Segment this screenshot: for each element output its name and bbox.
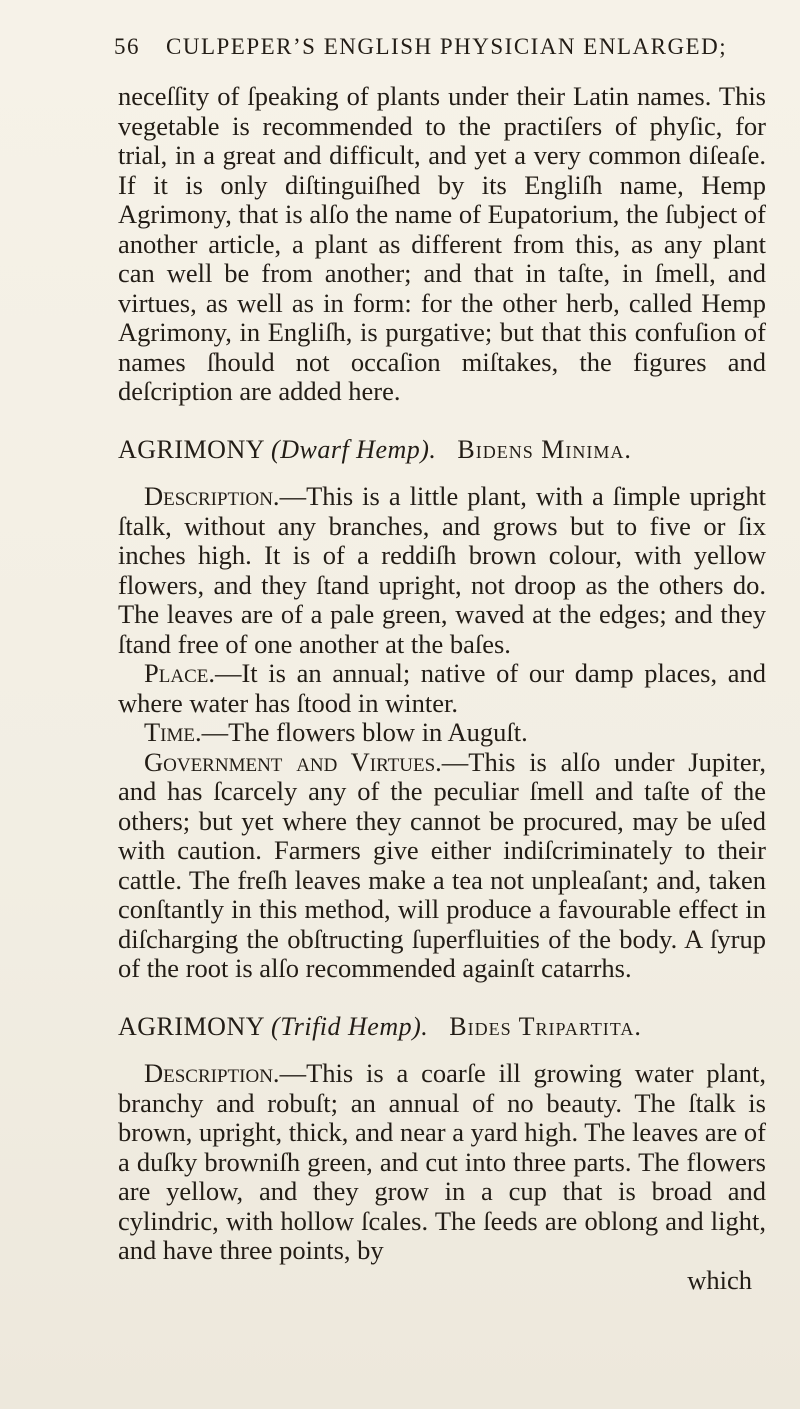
heading-latin-name: Bidens Minima. xyxy=(457,434,632,464)
government-label: Government and Virtues. xyxy=(144,746,442,777)
place-paragraph xyxy=(118,659,766,718)
place-text: —It is an annual; native of our damp places, and where water has ſtood in winter. xyxy=(118,658,766,718)
time-paragraph xyxy=(118,718,766,748)
heading-latin-name: Bides Tripartita. xyxy=(449,1011,642,1041)
intro-paragraph: neceſſity of ſpeaking of plants under their Latin names. This vegetable is recommended to the practiſers of phyſic, for trial, in a great and difficult, and yet a very common diſeaſe. If it is only diſtinguiſhed by its Engliſh name, Hemp Agrimony, that is alſo the name of Eupatorium, the ſubject of another article, a plant as different from this, as any plant can well be from another; and that in taſte, in ſmell, and virtues, as well as in form: for the other herb, called Hemp Agrimony, in Engliſh, is purgative; but that this confuſion of names ſhould not occaſion miſtakes, the figures and deſcription are added here. xyxy=(118,81,766,406)
text-block xyxy=(118,82,766,1295)
description-text: —This is a coarſe ill growing water plant, branchy and robuſt; an annual of no beauty. The ſtalk is brown, upright, thick, and near a yard high. The leaves are of a duſky browniſh green, and cut into three parts. The flowers are yellow, and they grow in a cup that is broad and cylindric, with hollow ſcales. The ſeeds are oblong and light, and have three points, by xyxy=(118,1058,766,1265)
heading-name: AGRIMONY xyxy=(118,434,265,464)
running-title: CULPEPER’S ENGLISH PHYSICIAN ENLARGED; xyxy=(166,34,728,59)
catchword: which xyxy=(687,1264,752,1295)
description-paragraph xyxy=(118,482,766,659)
time-text: —The flowers blow in Auguſt. xyxy=(201,717,528,747)
heading-name: AGRIMONY xyxy=(118,1011,265,1041)
page-number: 56 xyxy=(114,34,140,59)
place-label: Place. xyxy=(144,658,215,688)
section-heading-dwarf-hemp xyxy=(118,435,766,465)
description-label: Description. xyxy=(144,481,280,511)
description-text: —This is a little plant, with a ſimple upright ſtalk, without any branches, and grows but to five or ſix inches high. It is of a reddiſh brown colour, with yellow flowers, and they ſtand upright, not droop as the others do. The leaves are of a pale green, waved at the edges; and they ſtand free of one another at the baſes. xyxy=(118,481,766,659)
heading-common-name: (Dwarf Hemp). xyxy=(271,434,437,464)
section-heading-trifid-hemp xyxy=(118,1012,766,1042)
heading-common-name: (Trifid Hemp). xyxy=(271,1011,429,1041)
running-head xyxy=(114,34,774,60)
description-label: Description. xyxy=(144,1058,280,1088)
time-label: Time. xyxy=(144,717,202,747)
government-text: —This is alſo under Jupiter, and has ſcarcely any of the peculiar ſmell and taſte of the others; but yet where they cannot be procured, may be uſed with caution. Farmers give either indiſcriminately to their cattle. The freſh leaves make a tea not unpleaſant; and, taken conſtantly in this method, will produce a favourable effect in diſcharging the obſtructing ſuperfluities of the body. A ſyrup of the root is alſo recommended againſt catarrhs. xyxy=(118,746,766,983)
government-paragraph xyxy=(118,748,766,984)
description-paragraph xyxy=(118,1059,766,1266)
